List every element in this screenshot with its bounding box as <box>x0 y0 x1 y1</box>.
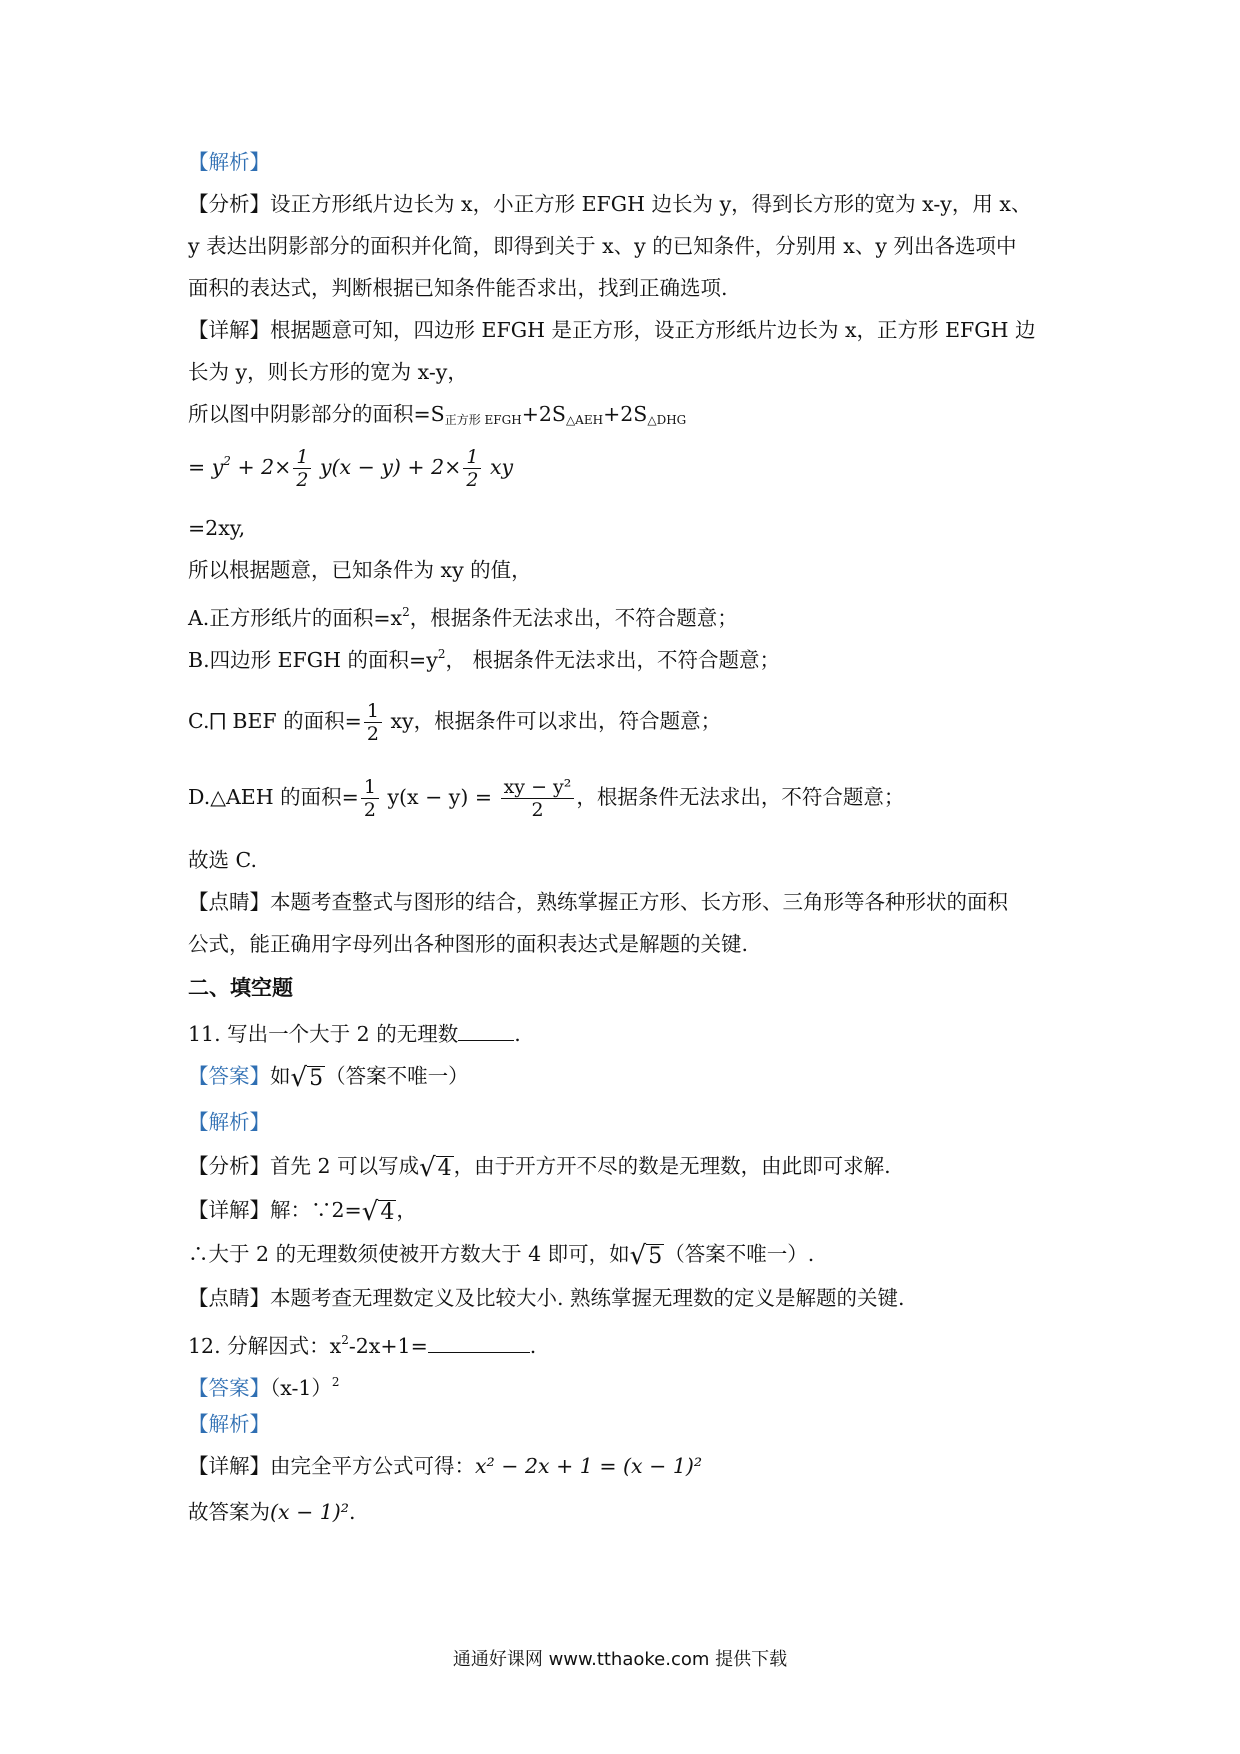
option-d: D.△AEH 的面积= $\frac{1}{2}$ y(x − y) = $\frac{\text{xy − y²}}{2}$ ，根据条件无法求出，不符合题意； <box>188 776 905 821</box>
option-a: A.正方形纸片的面积$=x^2$，根据条件无法求出，不符合题意； <box>188 605 738 630</box>
answer-blank <box>428 1332 530 1353</box>
daan-tag: 【答案】 <box>188 1064 270 1088</box>
equation-line-2: =2xy, <box>188 516 246 540</box>
fraction-half: $\frac{1}{2}$ <box>293 446 311 491</box>
fraction-xy: $\frac{\text{xy − y²}}{2}$ <box>501 776 575 821</box>
q11-dianjing: 【点睛】本题考查无理数定义及比较大小. 熟练掌握无理数的定义是解题的关键. <box>188 1286 905 1310</box>
dianjing-line-1: 【点睛】本题考查整式与图形的结合，熟练掌握正方形、长方形、三角形等各种形状的面积 <box>188 890 1008 914</box>
analysis-line-1: 【分析】设正方形纸片边长为 x，小正方形 EFGH 边长为 y，得到长方形的宽为 x-y，用 x、 <box>188 192 1032 216</box>
q11-answer: 【答案】如 √ 5 （答案不唯一） <box>188 1063 469 1093</box>
fraction-half: $\frac{1}{2}$ <box>463 446 481 491</box>
q12-conclusion: 故答案为(x − 1)². <box>188 1500 356 1524</box>
fenxi-tag: 【分析】 <box>188 192 270 216</box>
sqrt-5: √ 5 <box>290 1063 324 1093</box>
footer-source: 通通好课网 www.tthaoke.com 提供下载 <box>452 1649 788 1670</box>
option-b: B.四边形 EFGH 的面积$=y^2$， 根据条件无法求出，不符合题意； <box>188 647 780 672</box>
q11-therefore: ∴大于 2 的无理数须使被开方数大于 4 即可，如 √ 5 （答案不唯一）. <box>188 1241 815 1271</box>
q12-question: 12. 分解因式：$x^2-2x+1=$ . <box>188 1333 537 1358</box>
dianjing-line-2: 公式，能正确用字母列出各种图形的面积表达式是解题的关键. <box>188 932 749 956</box>
fraction-half: $\frac{1}{2}$ <box>361 776 379 821</box>
choose-answer: 故选 C. <box>188 848 257 872</box>
answer-blank <box>458 1020 514 1041</box>
sqrt-4: √ 4 <box>419 1153 452 1183</box>
q12-jiexi-tag: 【解析】 <box>188 1412 270 1436</box>
xiangjie-tag: 【详解】 <box>188 318 270 342</box>
sqrt-4: √ 4 <box>361 1197 395 1227</box>
q12-detail: 【详解】由完全平方公式可得：x² − 2x + 1 = (x − 1)² <box>188 1454 703 1478</box>
detail-line-1: 【详解】根据题意可知，四边形 EFGH 是正方形，设正方形纸片边长为 x，正方形 EFGH 边 <box>188 318 1036 342</box>
detail-line-2: 长为 y，则长方形的宽为 x-y， <box>188 360 468 384</box>
analysis-line-2: y 表达出阴影部分的面积并化简，即得到关于 x、y 的已知条件，分别用 x、y 列出各选项中 <box>188 234 1017 258</box>
dianjing-tag: 【点睛】 <box>188 890 270 914</box>
known-condition: 所以根据题意，已知条件为 xy 的值， <box>188 558 532 582</box>
analysis-line-3: 面积的表达式，判断根据已知条件能否求出，找到正确选项. <box>188 276 728 300</box>
area-expression: 所以图中阴影部分的面积$=S_{正方形 EFGH}+2S_{\triangle AEH}+2S_{\triangle DHG}$ <box>188 402 687 427</box>
option-c: C.⨅ BEF 的面积= $\frac{1}{2}$ xy，根据条件可以求出，符合题意； <box>188 700 722 745</box>
fraction-half: $\frac{1}{2}$ <box>364 700 382 745</box>
q12-answer: 【答案】$(x-1)^2$ <box>188 1375 340 1400</box>
q11-question: 11. 写出一个大于 2 的无理数 . <box>188 1022 521 1046</box>
jiexi-tag: 【解析】 <box>188 150 270 174</box>
q11-detail: 【详解】解：∵2= √ 4 ， <box>188 1197 417 1227</box>
q11-analysis: 【分析】首先 2 可以写成 √ 4 ，由于开方开不尽的数是无理数，由此即可求解. <box>188 1153 891 1183</box>
sqrt-5: √ 5 <box>629 1241 663 1271</box>
section-heading: 二、填空题 <box>188 976 293 1000</box>
q12-formula: x² − 2x + 1 = (x − 1)² <box>475 1454 703 1478</box>
q11-jiexi-tag: 【解析】 <box>188 1110 270 1134</box>
equation-line-1: = $y^2 + 2\times$ $\frac{1}{2}$ y(x − y) + 2× $\frac{1}{2}$ xy <box>188 446 514 491</box>
